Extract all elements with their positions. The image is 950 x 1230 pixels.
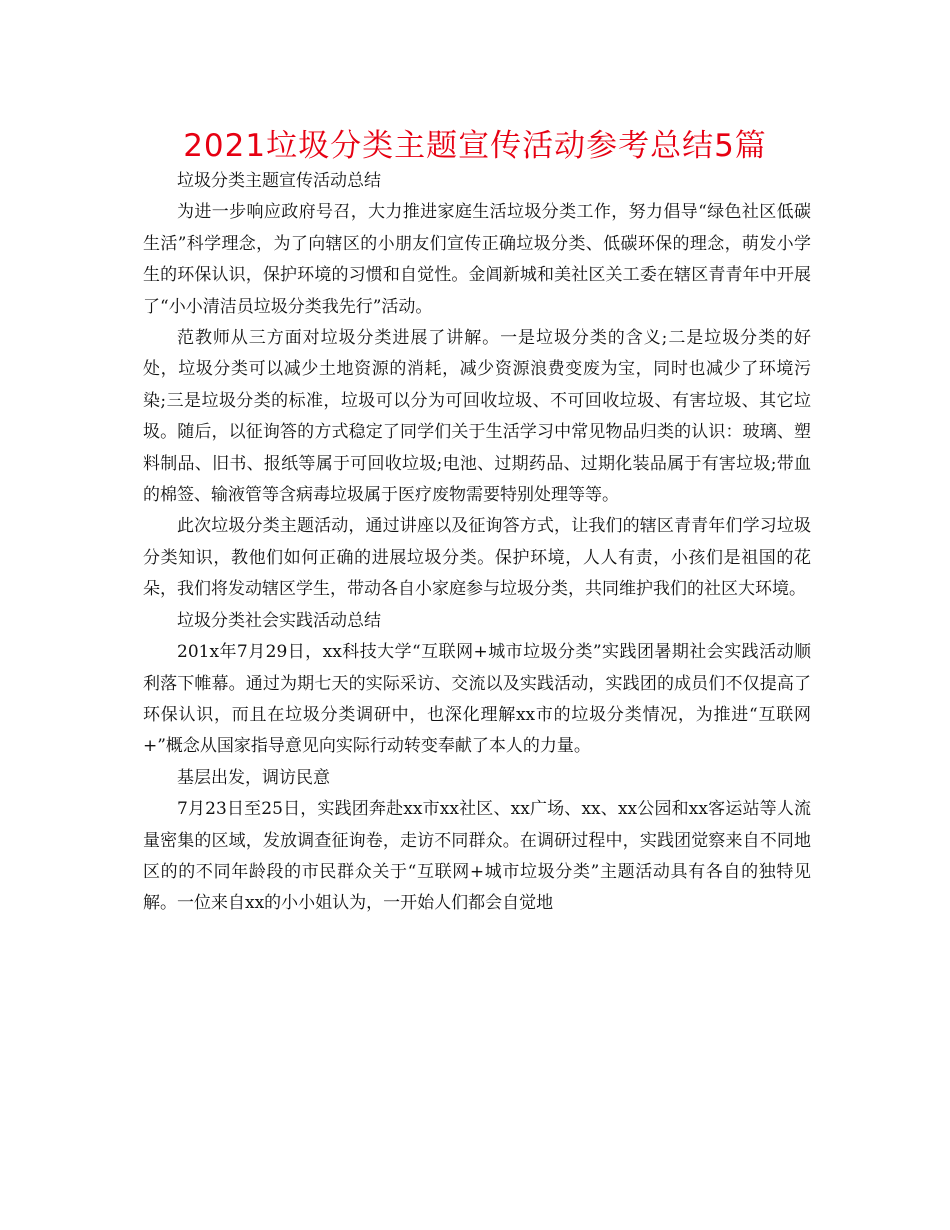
paragraph: 范教师从三方面对垃圾分类进展了讲解。一是垃圾分类的含义;二是垃圾分类的好处，垃圾分类可以减少土地资源的消耗，减少资源浪费变废为宝，同时也减少了环境污染;三是垃圾分类的标准，垃圾可以分为可回收垃圾、不可回收垃圾、有害垃圾、其它垃圾。随后，以征询答的方式稳定了同学们关于生活学习中常见物品归类的认识：玻璃、塑料制品、旧书、报纸等属于可回收垃圾;电池、过期药品、过期化装品属于有害垃圾;带血的棉签、输液管等含病毒垃圾属于医疗废物需要特别处理等等。 [143, 328, 811, 506]
section-heading: 垃圾分类主题宣传活动总结 [177, 171, 381, 191]
paragraph: 201x年7月29日，xx科技大学“互联网+城市垃圾分类”实践团暑期社会实践活动顺利落下帷幕。通过为期七天的实际采访、交流以及实践活动，实践团的成员们不仅提高了环保认识，而且在垃圾分类调研中，也深化理解xx市的垃圾分类情况，为推进“互联网+”概念从国家指导意见向实际行动转变奉献了本人的力量。 [143, 642, 811, 757]
document-body [143, 166, 811, 920]
paragraph: 7月23日至25日，实践团奔赴xx市xx社区、xx广场、xx、xx公园和xx客运站等人流量密集的区域，发放调查征询卷，走访不同群众。在调研过程中，实践团觉察来自不同地区的的不同年龄段的市民群众关于“互联网+城市垃圾分类”主题活动具有各自的独特见解。一位来自xx的小小姐认为，一开始人们都会自觉地 [143, 799, 811, 914]
section-heading: 垃圾分类社会实践活动总结 [177, 610, 381, 631]
section-heading: 基层出发，调访民意 [177, 767, 330, 788]
paragraph: 此次垃圾分类主题活动，通过讲座以及征询答方式，让我们的辖区青青年们学习垃圾分类知识，教他们如何正确的进展垃圾分类。保护环境，人人有责，小孩们是祖国的花朵，我们将发动辖区学生，带动各自小家庭参与垃圾分类，共同维护我们的社区大环境。 [143, 516, 811, 600]
paragraph: 为进一步响应政府号召，大力推进家庭生活垃圾分类工作，努力倡导“绿色社区低碳生活”科学理念，为了向辖区的小朋友们宣传正确垃圾分类、低碳环保的理念，萌发小学生的环保认识，保护环境的习惯和自觉性。金阊新城和美社区关工委在辖区青青年中开展了“小小清洁员垃圾分类我先行”活动。 [143, 202, 811, 317]
document-title: 2021垃圾分类主题宣传活动参考总结5篇 [183, 128, 767, 164]
